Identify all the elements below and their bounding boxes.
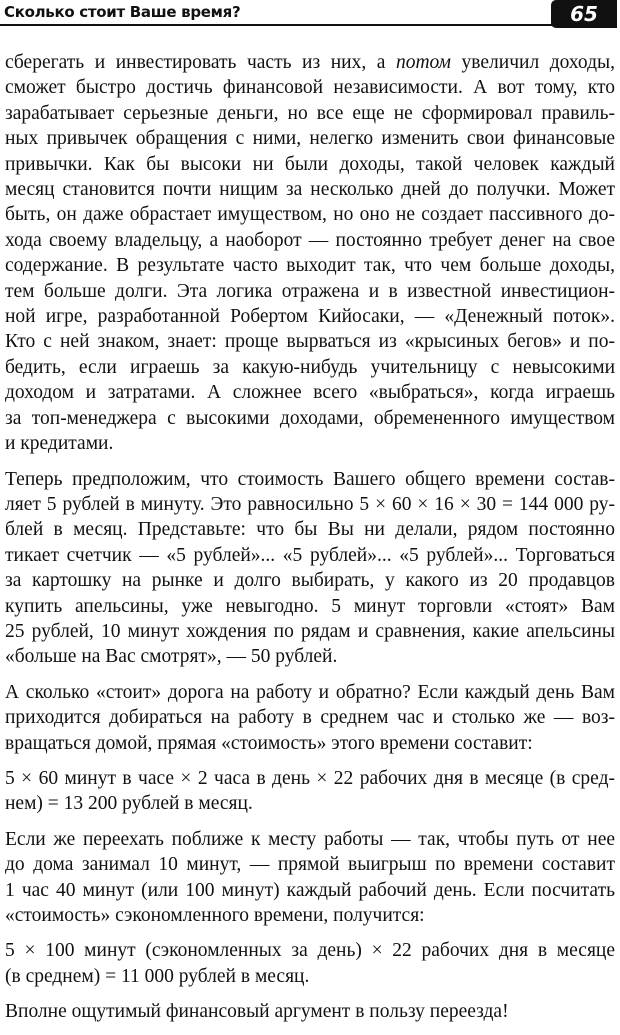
text-line: ной игре, разработанной Робертом Кийосаки, — «Денежный поток».	[5, 306, 615, 328]
text-line: бедить, если играешь за какую-нибудь учительницу с невысокими	[5, 356, 615, 378]
text-line: Вполне ощутимый финансовый аргумент в пользу переезда!	[5, 1001, 509, 1023]
paragraph	[5, 467, 615, 670]
text-line: 1 час 40 минут (или 100 минут) каждый рабочий день. Если посчитать	[5, 879, 615, 901]
text-line: 5 × 60 минут в часе × 2 часа в день × 22 рабочих дня в месяце (в сред-	[5, 767, 615, 789]
text-line: за картошку на рынке и долго выбирать, у какого из 20 продавцов	[5, 570, 615, 592]
text-line: до дома занимал 10 минут, — прямой выигрыш по времени составит	[5, 854, 615, 876]
text-line: сможет быстро достичь финансовой независимости. А вот тому, кто	[5, 77, 615, 99]
text-line: (в среднем) = 11 000 рублей в месяц.	[5, 965, 310, 987]
emphasis: потом	[395, 52, 451, 73]
text-line: месяц становится почти нищим за несколько дней до получки. Может	[5, 179, 615, 201]
text-line: тем больше долги. Эта логика отражена и в известной инвестицион-	[5, 280, 615, 302]
text-run: сберегать и инвестировать часть из них, а	[5, 52, 396, 73]
text-line: нем) = 13 200 рублей в месяц.	[5, 793, 253, 815]
text-run: увеличил доходы,	[451, 52, 615, 73]
text-line: вращаться домой, прямая «стоимость» этого времени составит:	[5, 732, 533, 754]
paragraph	[5, 999, 615, 1024]
text-line: блей в месяц. Представьте: что бы Вы ни делали, рядом постоянно	[5, 519, 615, 541]
text-line: тикает счетчик — «5 рублей»... «5 рублей»... «5 рублей»... Торговаться	[5, 544, 615, 566]
page-number: 65	[551, 0, 617, 28]
header-rule	[0, 24, 556, 26]
paragraph	[5, 680, 615, 756]
text-line: А сколько «стоит» дорога на работу и обратно? Если каждый день Вам	[5, 681, 615, 703]
body-text	[5, 50, 615, 1035]
paragraph	[5, 50, 615, 457]
text-line: привычки. Как бы высоки ни были доходы, такой человек каждый	[5, 153, 615, 175]
text-line: приходится добираться на работу в среднем час и столько же — воз-	[5, 707, 615, 729]
text-line: купить апельсины, уже невыгодно. 5 минут торговли «стоят» Вам	[5, 595, 615, 617]
text-line: «стоимость» сэкономленного времени, получится:	[5, 905, 425, 926]
text-line: зарабатывает серьезные деньги, но все еще не сформировал правиль-	[5, 102, 615, 124]
text-line: Теперь предположим, что стоимость Вашего общего времени состав-	[5, 468, 615, 490]
text-line: Если же переехать поближе к месту работы — так, чтобы путь от нее	[5, 828, 615, 850]
running-title: Сколько стоит Ваше время?	[4, 3, 241, 21]
text-line: за топ-менеджера с высокими доходами, обремененного имуществом	[5, 407, 615, 429]
text-line: быть, он даже обрастает имуществом, но оно не создает пассивного до-	[5, 204, 615, 226]
text-line: «больше на Вас смотрят», — 50 рублей.	[5, 646, 338, 668]
text-line: содержание. В результате часто выходит так, что чем больше доходы,	[5, 255, 615, 277]
text-line: доходом и затратами. А сложнее всего «выбраться», когда играешь	[5, 382, 615, 404]
text-line: и кредитами.	[5, 433, 114, 455]
paragraph	[5, 938, 615, 989]
text-line: ляет 5 рублей в минуту. Это равносильно 5 × 60 × 16 × 30 = 144 000 ру-	[5, 493, 615, 515]
text-line: 25 рублей, 10 минут хождения по рядам и сравнения, какие апельсины	[5, 620, 615, 642]
page-header	[0, 0, 620, 32]
text-line: ных привычек обращения с ними, нелегко изменить свои финансовые	[5, 128, 615, 150]
text-line: 5 × 100 минут (сэкономленных за день) × 22 рабочих дня в месяце	[5, 940, 615, 962]
text-line: хода своему владельцу, а наоборот — постоянно требует денег на свое	[5, 229, 615, 251]
text-line: Кто с ней знаком, знает: проще вырваться из «крысиных бегов» и по-	[5, 331, 615, 353]
paragraph	[5, 827, 615, 929]
text-line	[5, 50, 615, 75]
paragraph	[5, 766, 615, 817]
